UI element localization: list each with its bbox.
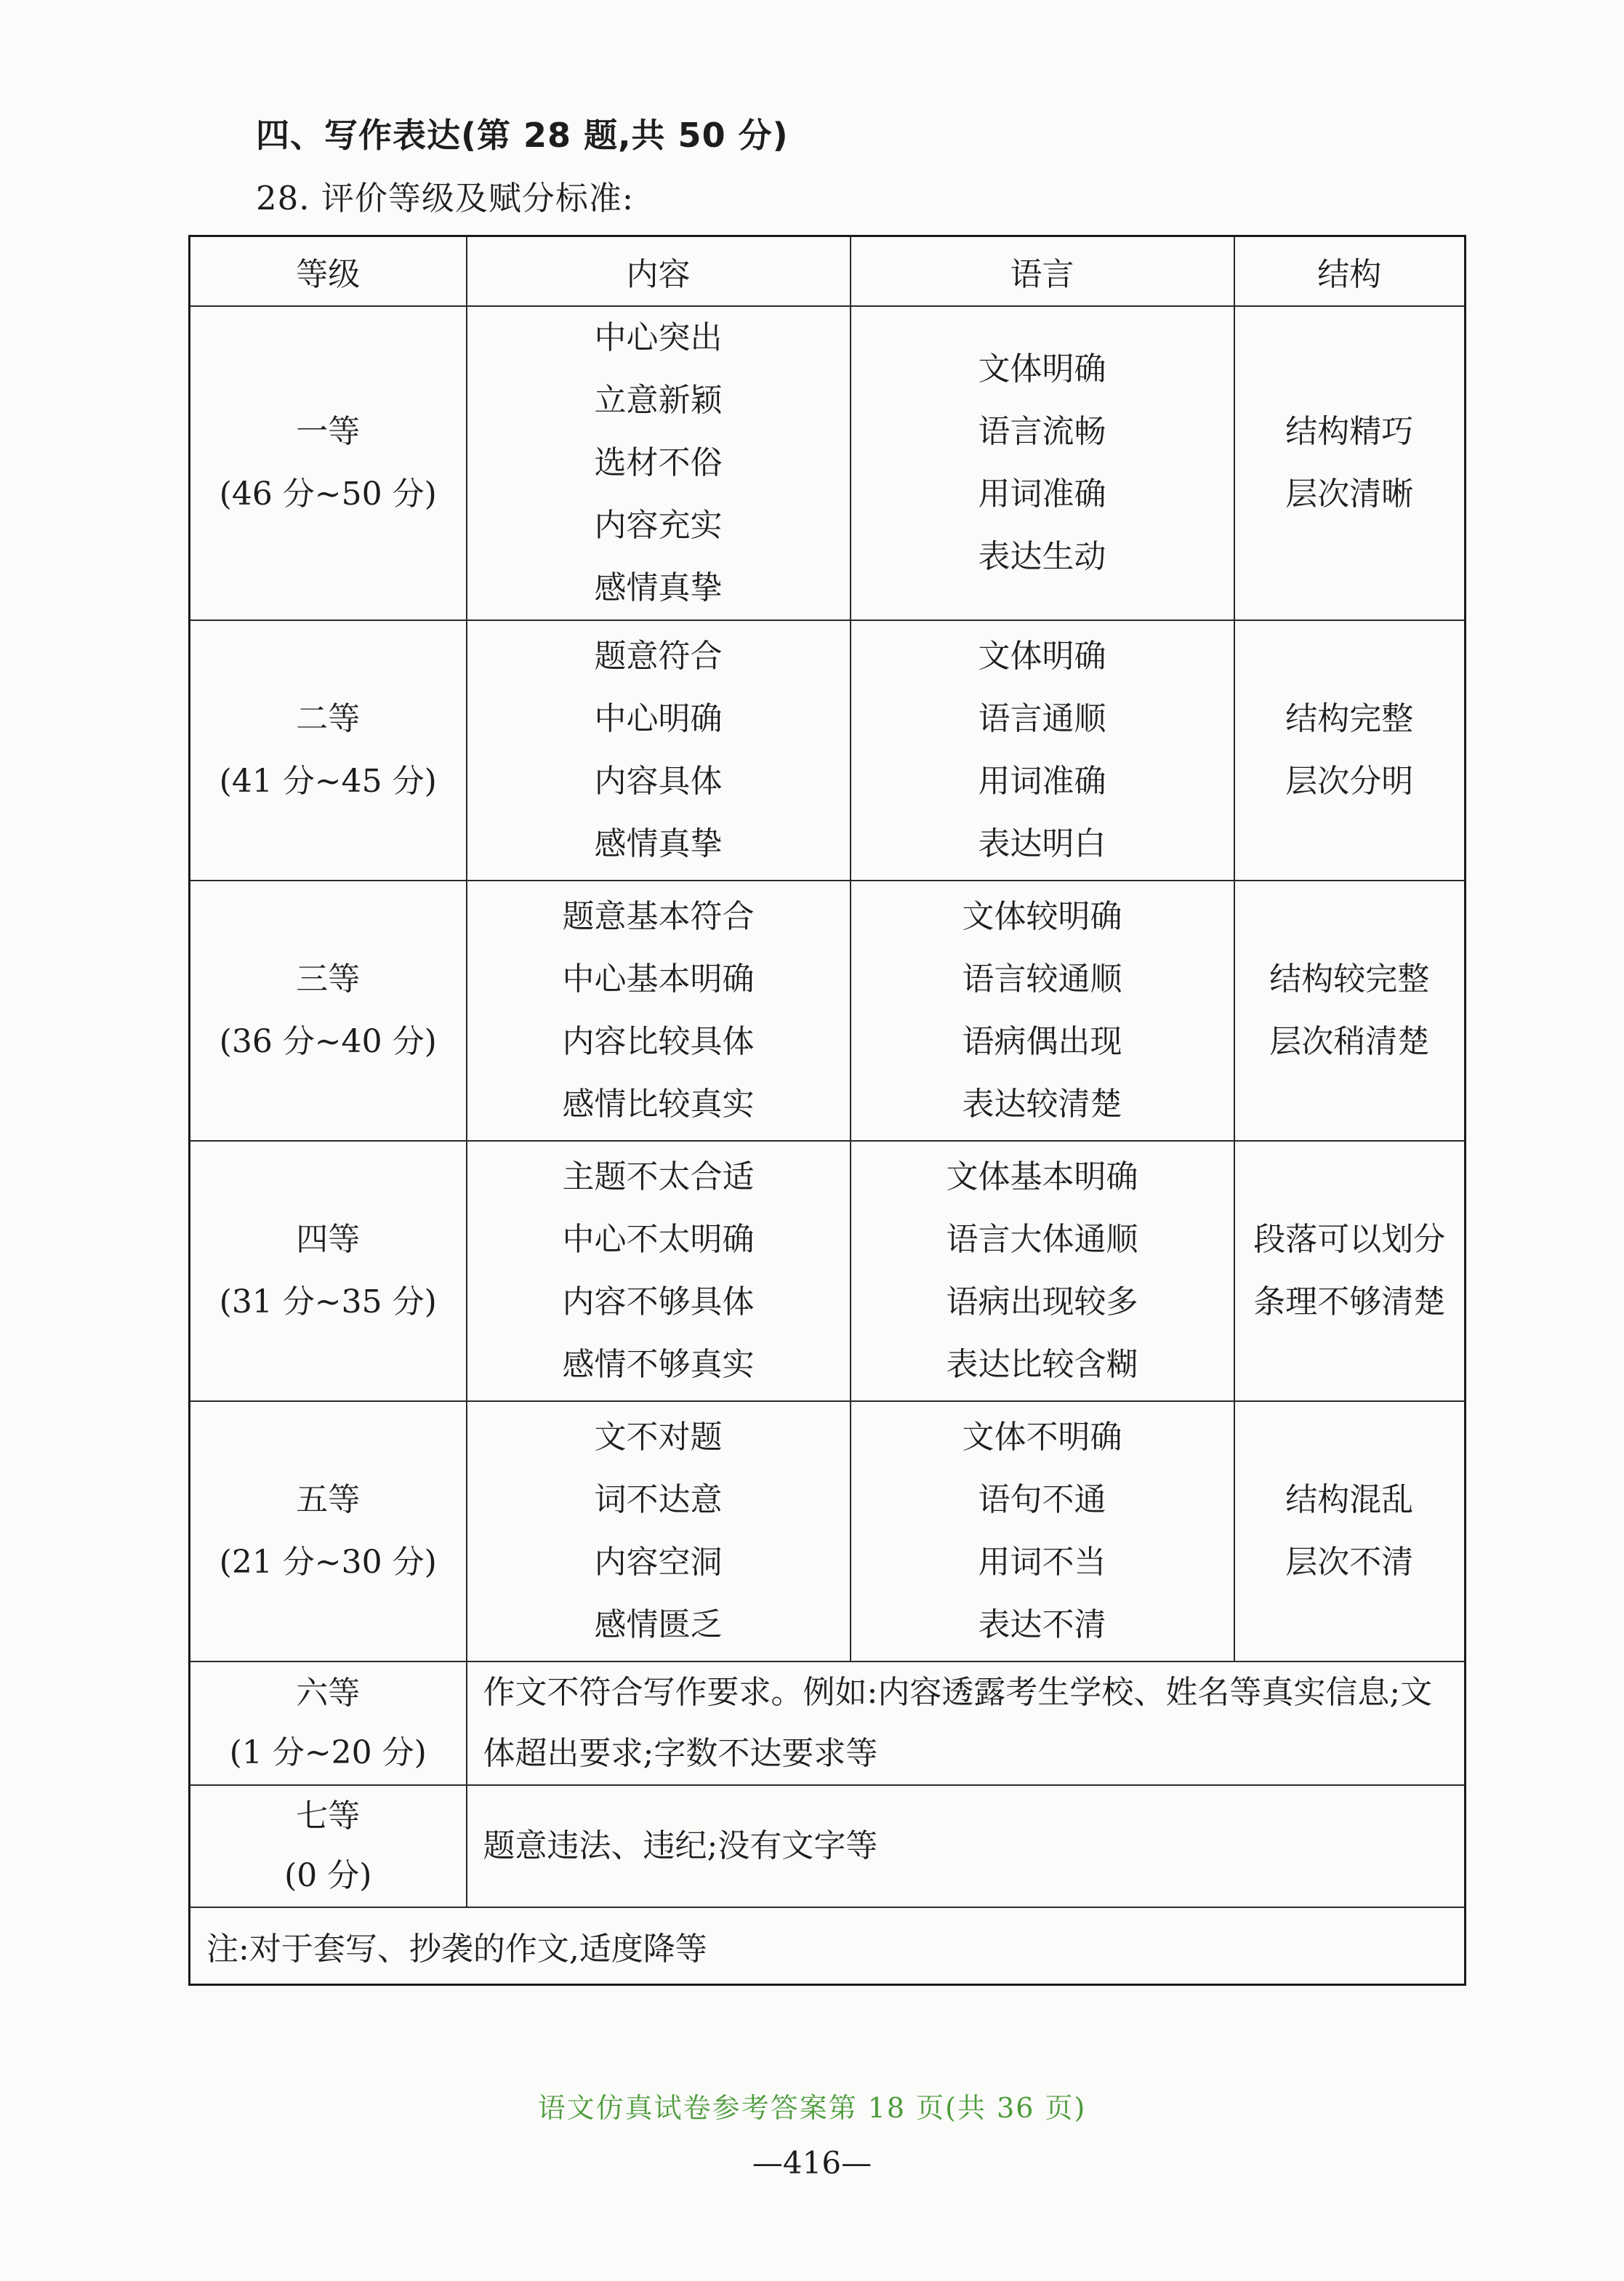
- content-item: 选材不俗: [594, 444, 723, 481]
- language-item: 文体明确: [978, 350, 1106, 388]
- content-item: 内容充实: [594, 507, 723, 544]
- language-item: 语病出现较多: [946, 1283, 1138, 1320]
- structure-item: 段落可以划分: [1253, 1221, 1446, 1258]
- language-item: 语言通顺: [978, 700, 1106, 737]
- content-item: 中心突出: [594, 319, 723, 356]
- level-label: 四等: [296, 1221, 361, 1258]
- column-header-content: 内容: [467, 236, 851, 307]
- table-row: [190, 620, 1466, 881]
- content-item: 主题不太合适: [562, 1158, 755, 1195]
- content-item: 题意符合: [594, 638, 723, 675]
- score-range: (0 分): [284, 1857, 372, 1894]
- content-item: 中心明确: [594, 700, 723, 737]
- table-row: [190, 1401, 1466, 1661]
- content-item: 内容具体: [594, 763, 723, 800]
- level-label: 七等: [296, 1797, 361, 1835]
- structure-cell: [1234, 881, 1466, 1141]
- score-range: (31 分~35 分): [219, 1283, 437, 1320]
- table-row: [190, 1785, 1466, 1907]
- language-item: 语病偶出现: [962, 1023, 1122, 1060]
- level-cell: [190, 1401, 467, 1661]
- level-label: 六等: [296, 1675, 361, 1712]
- content-item: 中心不太明确: [562, 1221, 755, 1258]
- content-item: 中心基本明确: [562, 961, 755, 998]
- score-range: (1 分~20 分): [229, 1734, 427, 1771]
- content-item: 感情匮乏: [594, 1606, 723, 1643]
- structure-item: 条理不够清楚: [1253, 1283, 1446, 1320]
- content-item: 内容空洞: [594, 1544, 723, 1581]
- structure-item: 层次稍清楚: [1269, 1023, 1430, 1060]
- content-cell: [467, 1401, 851, 1661]
- content-item: 感情不够真实: [562, 1346, 755, 1383]
- language-cell: [851, 620, 1234, 881]
- structure-item: 结构较完整: [1269, 961, 1430, 998]
- table-header-row: [190, 236, 1466, 307]
- content-item: 感情比较真实: [562, 1086, 755, 1123]
- structure-item: 层次不清: [1285, 1544, 1414, 1581]
- level-cell: [190, 306, 467, 620]
- structure-item: 结构混乱: [1285, 1481, 1414, 1518]
- page-footer: 语文仿真试卷参考答案第 18 页(共 36 页): [537, 2092, 1087, 2124]
- merged-description-cell: 作文不符合写作要求。例如:内容透露考生学校、姓名等真实信息;文体超出要求;字数不达要求等: [467, 1661, 1466, 1785]
- level-cell: [190, 620, 467, 881]
- language-item: 文体不明确: [962, 1419, 1122, 1456]
- question-title: 28. 评价等级及赋分标准:: [256, 179, 635, 217]
- table-note: 注:对于套写、抄袭的作文,适度降等: [190, 1907, 1466, 1985]
- score-range: (21 分~30 分): [219, 1544, 437, 1581]
- structure-cell: [1234, 1141, 1466, 1401]
- structure-item: 结构完整: [1285, 700, 1414, 737]
- language-item: 用词准确: [978, 763, 1106, 800]
- language-item: 语言大体通顺: [946, 1221, 1138, 1258]
- language-cell: [851, 1141, 1234, 1401]
- grading-rubric-table: [188, 235, 1466, 1986]
- level-cell: [190, 881, 467, 1141]
- table-row: [190, 1661, 1466, 1785]
- language-item: 表达不清: [978, 1606, 1106, 1643]
- content-item: 题意基本符合: [562, 898, 755, 935]
- table-note-row: [190, 1907, 1466, 1985]
- language-item: 用词准确: [978, 476, 1106, 513]
- level-label: 五等: [296, 1481, 361, 1518]
- language-item: 语句不通: [978, 1481, 1106, 1518]
- content-cell: [467, 306, 851, 620]
- language-item: 用词不当: [978, 1544, 1106, 1581]
- column-header-level: 等级: [190, 236, 467, 307]
- language-item: 文体较明确: [962, 898, 1122, 935]
- table-row: [190, 881, 1466, 1141]
- column-header-structure: 结构: [1234, 236, 1466, 307]
- score-range: (36 分~40 分): [219, 1023, 437, 1060]
- content-item: 立意新颖: [594, 382, 723, 419]
- language-cell: [851, 306, 1234, 620]
- level-cell: [190, 1661, 467, 1785]
- language-item: 语言较通顺: [962, 961, 1122, 998]
- structure-item: 层次分明: [1285, 763, 1414, 800]
- table-row: [190, 306, 1466, 620]
- structure-cell: [1234, 306, 1466, 620]
- content-cell: [467, 1141, 851, 1401]
- level-label: 一等: [296, 413, 361, 450]
- score-range: (41 分~45 分): [219, 763, 437, 800]
- structure-item: 层次清晰: [1285, 476, 1414, 513]
- column-header-language: 语言: [851, 236, 1234, 307]
- language-item: 表达比较含糊: [946, 1346, 1138, 1383]
- content-item: 内容不够具体: [562, 1283, 755, 1320]
- content-item: 内容比较具体: [562, 1023, 755, 1060]
- content-item: 词不达意: [594, 1481, 723, 1518]
- level-cell: [190, 1785, 467, 1907]
- level-label: 二等: [296, 700, 361, 737]
- score-range: (46 分~50 分): [219, 476, 437, 513]
- language-cell: [851, 1401, 1234, 1661]
- language-item: 语言流畅: [978, 413, 1106, 450]
- merged-description-cell: 题意违法、违纪;没有文字等: [467, 1785, 1466, 1907]
- language-item: 表达明白: [978, 825, 1106, 862]
- content-item: 感情真挚: [594, 569, 723, 606]
- structure-cell: [1234, 1401, 1466, 1661]
- content-cell: [467, 881, 851, 1141]
- language-item: 文体明确: [978, 638, 1106, 675]
- language-item: 表达生动: [978, 538, 1106, 575]
- level-label: 三等: [296, 961, 361, 998]
- language-item: 表达较清楚: [962, 1086, 1122, 1123]
- language-cell: [851, 881, 1234, 1141]
- language-item: 文体基本明确: [946, 1158, 1138, 1195]
- structure-item: 结构精巧: [1285, 413, 1414, 450]
- structure-cell: [1234, 620, 1466, 881]
- page-number: —416—: [752, 2145, 872, 2181]
- section-title: 四、写作表达(第 28 题,共 50 分): [256, 116, 789, 155]
- level-cell: [190, 1141, 467, 1401]
- content-item: 文不对题: [594, 1419, 723, 1456]
- content-cell: [467, 620, 851, 881]
- content-item: 感情真挚: [594, 825, 723, 862]
- table-row: [190, 1141, 1466, 1401]
